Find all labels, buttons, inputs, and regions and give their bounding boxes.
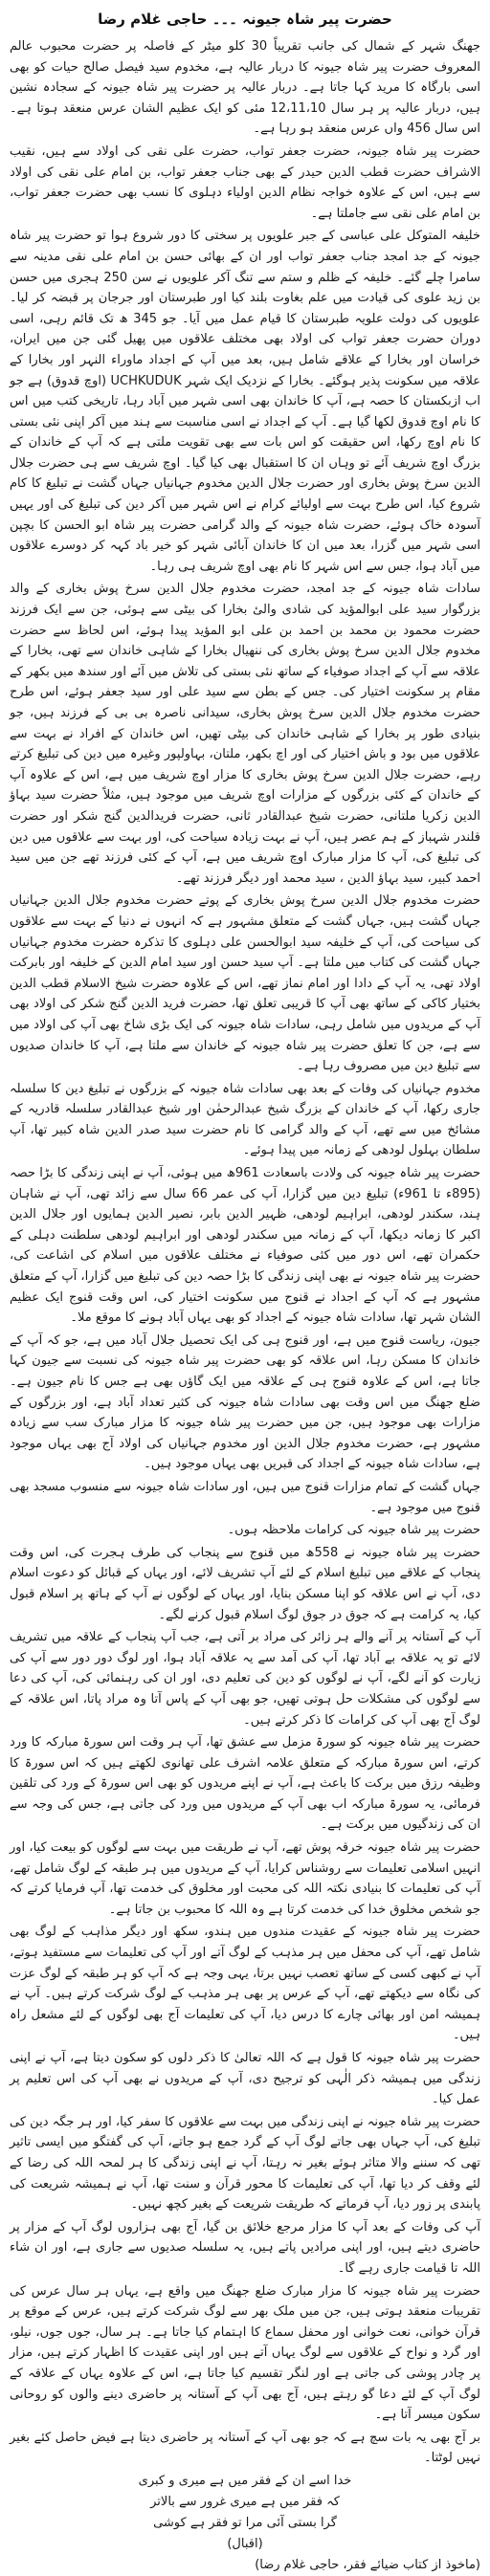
article-paragraph: جہاں گشت کے تمام مزارات قنوج میں ہیں، اور سادات شاہ جیونہ سے منسوب مسجد بھی قنوج میں موجود ہے۔ <box>10 1479 480 1515</box>
article-paragraph: حضرت مخدوم جلال الدین سرخ پوش بخاری کے پوتے حضرت مخدوم جلال الدین جہانیاں جہاں گشت ہیں، جہاں گشت کے متعلق مشہور ہے کہ انہوں نے دنیا کے بہت سے علاقوں کی سیاحت کی، آپ کے خلیفہ سید ابوالحسن علی دہلوی کا تذکرہ حضرت مخدوم جہانیاں جہاں گشت کی کتاب میں ملتا ہے۔ آپ سید حسن اور سید امام الدین کے خلیفہ اور بابرکت اولاد تھی، یہ آپ کے دادا اور امام نماز تھے، اس کے علاوہ حضرت شیخ الاسلام قطب الدین بختیار کاکی کے ساتھ بھی آپ کا قریبی تعلق تھا، حضرت فرید الدین گنج شکر کی اولاد بھی آپ کے مریدوں میں شامل رہی، سادات شاہ جیونہ کی ایک بڑی شاخ بھی آپ کی اولاد میں سے ہے، جن کا تعلق حضرت پیر شاہ جیونہ کے خاندان سے ملتا ہے، آپ کا خاندان صدیوں سے تبلیغ دین میں مصروف رہا ہے۔ <box>10 893 480 1074</box>
article-paragraph: آپ کے آستانہ پر آنے والے ہر زائر کی مراد بر آتی ہے، جب آپ پنجاب کے علاقہ میں تشریف لائے تو یہ علاقہ بے آباد تھا، آپ کی آمد سے یہ علاقہ آباد ہوا، اور لوگ دور دور سے آپ کی زیارت کو آنے لگے، آپ نے لوگوں کو دین کی تعلیم دی، اور ان کی رہنمائی کی، آپ کی دعا سے لوگوں کی مشکلات حل ہوتی تھیں، جو بھی آپ کے پاس آتا وہ مراد پاتا، اس علاقہ کے لوگ آج بھی آپ کی کرامات کا ذکر کرتے ہیں۔ <box>10 1630 480 1728</box>
article-paragraph: حضرت پیر شاہ جیونہ کی کرامات ملاحظہ ہوں۔ <box>227 1523 480 1538</box>
article-paragraph: حضرت پیر شاہ جیونہ خرقہ پوش تھے، آپ نے طریقت میں بہت سے لوگوں کو بیعت کیا، اور انہیں اسلامی تعلیمات سے روشناس کرایا، آپ کے مریدوں میں ہر طبقہ کے لوگ شامل تھے، آپ کی تعلیمات کا بنیادی نکتہ اللہ کی محبت اور مخلوق کی خدمت تھا، آپ فرمایا کرتے کہ جو شخص مخلوق خدا کی خدمت کرتا ہے وہ اللہ کا محبوب بن جاتا ہے۔ <box>10 1840 480 1917</box>
article-paragraph: بر آج بھی یہ بات سچ ہے کہ جو بھی آپ کے آستانہ پر حاضری دیتا ہے فیض حاصل کئے بغیر نہیں لوٹتا۔ <box>10 2430 480 2466</box>
article-paragraph: سادات شاہ جیونہ کے جد امجد، حضرت مخدوم جلال الدین سرخ پوش بخاری کے والد بزرگوار سید علی ابوالمؤید کی شادی والیٔ بخارا کی بیٹی سے ہوئی، جن سے ایک فرزند حضرت محمود بن محمد بن احمد بن علی ابو المؤید پیدا ہوئے، اس لحاظ سے حضرت مخدوم جلال الدین سرخ پوش بخاری کی ننھیال بخارا کے شاہی خاندان سے تھی، بخارا کے علاقہ سے آپ کے اجداد صوفیاء کے ساتھ نئی بستی کی تلاش میں آئے اور سندھ میں بکھر کے مقام پر سکونت اختیار کی۔ جس کے بطن سے سید علی اور سید جعفر ہوئے، اس طرح حضرت مخدوم جلال الدین سرخ پوش بخاری، سیدانی ناصرہ بی بی کے فرزند ہیں، جو بنیادی طور پر بخارا کے شاہی خاندان کی بیٹی تھیں، اس خاندان کے افراد نے بہت سے علاقوں میں بود و باش اختیار کی اور اچ بکھر، ملتان، بہاولپور وغیرہ میں دین کی تبلیغ کرتے رہے، حضرت جلال الدین سرخ پوش بخاری کا مزار اوچ شریف میں ہے، اس کے علاوہ آپ کے خاندان کے کئی بزرگوں کے مزارات اوچ شریف میں موجود ہیں، مثلاً حضرت سید بہاؤ الدین زکریا ملتانی، حضرت شیخ عبدالقادر ثانی، حضرت فریدالدین گنج شکر اور حضرت قلندر شہباز کے ہم عصر ہیں، آپ نے بہت زیادہ سیاحت کی، اور بہت سے علاقوں میں دین کی تبلیغ کی، آپ کا مزار مبارک اوچ شریف میں ہے، آپ کے کئی فرزند تھے جن میں سید احمد کبیر، سید بہاؤ الدین ، سید محمد اور دیگر فرزند تھے۔ <box>10 582 480 886</box>
article-paragraph: خلیفہ المتوکل علی عباسی کے جبر علویوں پر سختی کا دور شروع ہوا تو حضرت پیر شاہ جیونہ کے جد امجد جناب جعفر تواب اور ان کے بھائی حسن بن امام علی نقی مدینہ سے سامرا چلے گئے۔ خلیفہ کے ظلم و ستم سے تنگ آکر علویوں نے سن 250 ہجری میں حسن بن زید علوی کی قیادت میں علم بغاوت بلند کیا اور طبرستان اور جرجان پر قبضہ کر لیا۔ علویوں کی دولت علویہ طبرستان کا قیام عمل میں آیا۔ جو 345 ھ تک قائم رہی، اسی دوران حضرت جعفر تواب کی اولاد بھی مختلف علاقوں میں پھیل گئی جن میں ایران، خراسان اور بخارا کے علاقے شامل ہیں، بعد میں آپ کے اجداد ماوراء النہر اور بخارا کے علاقہ میں سکونت پذیر ہوگئے۔ بخارا کے نزدیک ایک شہر UCHKUDUK (اوچ قدوق) ہے جو اب ازبکستان کا حصہ ہے، آپ کا خاندان بھی اسی شہر میں آباد رہا، تاریخی کتب میں اس کا نام اوچ قدوق لکھا گیا ہے۔ آپ کے اجداد نے اسی مناسبت سے ہند میں آکر اپنی نئی بستی کا نام اوچ رکھا، اس حقیقت کو اس بات سے بھی تقویت ملتی ہے کہ آپ کے خاندان کے بزرگ اوچ شریف آئے تو وہاں ان کا استقبال بھی کیا گیا۔ اوچ شریف سے ہی حضرت جلال الدین سرخ پوش بخاری اور حضرت جلال الدین مخدوم جہانیاں جہاں گشت نے تبلیغ کا کام شروع کیا، اس طرح بہت سے اولیائے کرام نے اس شہر میں آکر دین کی تبلیغ کی اور یہیں آسودہ خاک ہوئے، حضرت شاہ جیونہ کے والد گرامی حضرت پیر شاہ ابو الحسن کا بچپن اسی شہر میں گزرا، بعد میں ان کا خاندان آبائی شہر کو خیر باد کہہ کر دوسرے علاقوں میں آباد ہوا، جس سے اس شہر کا نام بھی اوچ شریف ہی رہا۔ <box>10 229 480 574</box>
article-paragraph: جیون، ریاست قنوج میں ہے، اور قنوج ہی کی ایک تحصیل جلال آباد میں ہے، جو کہ آپ کے خاندان کا مسکن رہا، اس علاقہ کو بھی حضرت پیر شاہ جیونہ کی نسبت سے جیون کہا جاتا ہے، اس کے علاوہ قنوج ہی کے علاقہ میں ایک گاؤں بھی ہے جس کا نام جیون ہے۔ ضلع جھنگ میں اس وقت بھی سادات شاہ جیونہ کی کثیر تعداد آباد ہے، اور بزرگوں کے مزارات بھی موجود ہیں، جن میں حضرت پیر شاہ جیونہ کا مزار مبارک سب سے زیادہ مشہور ہے، حضرت مخدوم جلال الدین اور مخدوم جہانیاں کی اولاد آج بھی یہاں موجود ہے، سادات شاہ جیونہ کے اجداد کی قبریں بھی یہاں موجود ہیں۔ <box>10 1332 480 1472</box>
article-paragraph: آپ کی وفات کے بعد آپ کا مزار مرجع خلائق بن گیا، آج بھی ہزاروں لوگ آپ کے مزار پر حاضری دیتے ہیں، اور اپنی مرادیں پاتے ہیں، یہ سلسلہ صدیوں سے جاری ہے، اور ان شاء اللہ تا قیامت جاری رہے گا۔ <box>10 2219 480 2276</box>
article-paragraph: حضرت پیر شاہ جیونہ، حضرت جعفر تواب، حضرت علی نقی کی اولاد سے ہیں، نقیب الاشراف حضرت قطب الدین حیدر کے بھی جناب جعفر تواب، بن امام علی نقی کی اولاد سے ہیں، اس کے علاوہ خواجہ نظام الدین اولیاء دہلوی کا نسب بھی حضرت جعفر تواب، بن امام علی نقی سے جاملتا ہے۔ <box>10 143 480 221</box>
article-paragraph: حضرت پیر شاہ جیونہ کا قول ہے کہ اللہ تعالیٰ کا ذکر دلوں کو سکون دیتا ہے، آپ نے اپنی زندگی میں ہمیشہ ذکر الٰہی کو ترجیح دی، آپ کے مریدوں نے بھی آپ کی اس تعلیم پر عمل کیا۔ <box>10 2051 480 2107</box>
article-source: (ماخوذ از کتاب ضیائے فقر، حاجی غلام رضا) <box>255 2557 480 2572</box>
article-paragraph: حضرت پیر شاہ جیونہ نے 558ھ میں قنوج سے پنجاب کی طرف ہجرت کی، اس وقت پنجاب کے علاقے میں تبلیغ اسلام کے لئے آپ تشریف لائے، اور یہاں کے قبائل کو دعوت اسلام دی، آپ نے اس علاقہ کو اپنا مسکن بنایا، اور یہاں کے لوگوں نے آپ کے ہاتھ پر اسلام قبول کیا، یہ کرامت ہے کہ جوق در جوق لوگ اسلام قبول کرنے لگے۔ <box>10 1545 481 1622</box>
verse-line: خدا اسے ان کے فقر میں ہے میری و کبری <box>138 2473 352 2488</box>
article-paragraph: مخدوم جہانیاں کی وفات کے بعد بھی سادات شاہ جیونہ کے بزرگوں نے تبلیغ دین کا سلسلہ جاری رکھا، آپ کے خاندان کے بزرگ شیخ عبدالرحمٰن اور شیخ عبدالقادر سلسلہ قادریہ کے مشائخ میں سے تھے، آپ کے والد گرامی کا نام حضرت سید صدر الدین شاہ کبیر تھا، آپ سلطان بہلول لودھی کے زمانہ میں پیدا ہوئے۔ <box>10 1081 480 1158</box>
article-paragraph: حضرت پیر شاہ جیونہ کا مزار مبارک ضلع جھنگ میں واقع ہے، یہاں ہر سال عرس کی تقریبات منعقد ہوتی ہیں، جن میں ملک بھر سے لوگ شرکت کرتے ہیں، عرس کے موقع پر قرآن خوانی، نعت خوانی اور محفل سماع کا اہتمام کیا جاتا ہے۔ ہر سال، جوں جوں، نیلو، اور گرد و نواح کے علاقوں سے لوگ یہاں آتے ہیں اور اپنی عقیدت کا اظہار کرتے ہیں، مزار پر چادر پوشی کی جاتی ہے اور لنگر تقسیم کیا جاتا ہے، اس کے علاوہ یہاں کے علاقہ کے لوگ آپ کے لئے دعا گو رہتے ہیں، آج بھی آپ کے آستانہ پر حاضری دینے والوں کو روحانی سکون میسر آتا ہے۔ <box>10 2283 480 2423</box>
article-paragraph: حضرت پیر شاہ جیونہ کے عقیدت مندوں میں ہندو، سکھ اور دیگر مذاہب کے لوگ بھی شامل تھے، آپ کی محفل میں ہر مذہب کے لوگ آتے اور آپ کی تعلیمات سے مستفید ہوتے، آپ نے کبھی کسی کے ساتھ تعصب نہیں برتا، یہی وجہ ہے کہ آپ کو ہر طبقہ کے لوگ عزت کی نگاہ سے دیکھتے تھے، آپ کے عرس پر بھی ہر مذہب کے لوگ شرکت کرتے ہیں۔ آپ نے ہمیشہ امن اور بھائی چارے کا درس دیا، آپ کی تعلیمات آج بھی لوگوں کے لئے مشعل راہ ہیں۔ <box>10 1925 480 2043</box>
article-paragraph: حضرت پیر شاہ جیونہ نے اپنی زندگی میں بہت سے علاقوں کا سفر کیا، اور ہر جگہ دین کی تبلیغ کی، آپ جہاں بھی جاتے لوگ آپ کے گرد جمع ہو جاتے، آپ کی گفتگو میں ایسی تاثیر تھی کہ سننے والا متاثر ہوئے بغیر نہ رہتا، آپ نے اپنی زندگی کا ہر لمحہ اللہ کی رضا کے لئے وقف کر دیا تھا، آپ کی تعلیمات کا محور قرآن و سنت تھا، آپ نے ہمیشہ شریعت کی پابندی پر زور دیا، آپ فرماتے کہ طریقت شریعت کے بغیر کچھ نہیں۔ <box>10 2114 481 2213</box>
verse-line: کہ فقر میں ہے میری غرور سے بالاتر <box>150 2494 340 2509</box>
article-paragraph: حضرت پیر شاہ جیونہ کی ولادت باسعادت 961ھ میں ہوئی، آپ نے اپنی زندگی کا بڑا حصہ (895ء تا 961ء) تبلیغ دین میں گزارا، آپ کی عمر 66 سال سے زائد تھی، آپ نے شاہان ہند، سکندر لودھی، ابراہیم لودھی، ظہیر الدین بابر، نصیر الدین ہمایوں اور جلال الدین اکبر کا زمانہ دیکھا، آپ کے زمانہ میں سکندر لودھی اور ابراہیم لودھی سلطنت دہلی کے حکمران تھے، اس دور میں کئی صوفیاء نے مختلف علاقوں میں اسلام کی اشاعت کی، حضرت پیر شاہ جیونہ نے بھی اپنی زندگی کا بڑا حصہ دین کی تبلیغ میں گزارا، آپ کے متعلق مشہور ہے کہ آپ کے اجداد نے قنوج میں سکونت اختیار کی، اس وقت قنوج ایک عظیم الشان شہر تھا، سادات شاہ جیونہ کے اجداد کو بھی یہاں آباد ہونے کا موقع ملا۔ <box>10 1166 480 1326</box>
article-headline: حضرت پیر شاہ جیونہ ۔۔۔ حاجی غلام رضا <box>98 11 392 28</box>
article-paragraph: حضرت پیر شاہ جیونہ کو سورۃ مزمل سے عشق تھا، آپ ہر وقت اس سورۃ مبارکہ کا ورد کرتے، اس سورۃ مبارکہ کے متعلق علامہ اشرف علی تھانوی لکھتے ہیں کہ اس سورۃ کا وظیفہ رزق میں برکت کا باعث ہے، آپ نے اپنے مریدوں کو بھی اس سورۃ کے ورد کی تلقین فرمائی، یہ سورۃ مبارکہ اب بھی آپ کے مریدوں میں ورد کی جاتی ہے، جس کی وجہ سے ان کی زندگیوں میں برکت ہے۔ <box>10 1735 480 1833</box>
verse-line: گرا بستی آئی مرا تو فقر ہے کوشی <box>153 2515 337 2530</box>
article-body <box>10 36 480 2469</box>
verse-attribution: (اقبال) <box>227 2536 263 2551</box>
article-paragraph: جھنگ شہر کے شمال کی جانب تقریباً 30 کلو میٹر کے فاصلہ پر حضرت محبوب عالم المعروف حضرت پیر شاہ جیونہ کا دربار عالیہ ہے، مخدوم سید فیصل صالح حیات کو بھی اسی بارگاہ کا مرید کہا جاتا ہے۔ دربار عالیہ پر حضرت پیر شاہ جیونہ کے سجادہ نشین ہیں، دربار عالیہ پر ہر سال 12،11،10 مئی کو ایک عظیم الشان عرس منعقد ہوتا ہے۔ اس سال 456 واں عرس منعقد ہو رہا ہے۔ <box>10 39 481 137</box>
